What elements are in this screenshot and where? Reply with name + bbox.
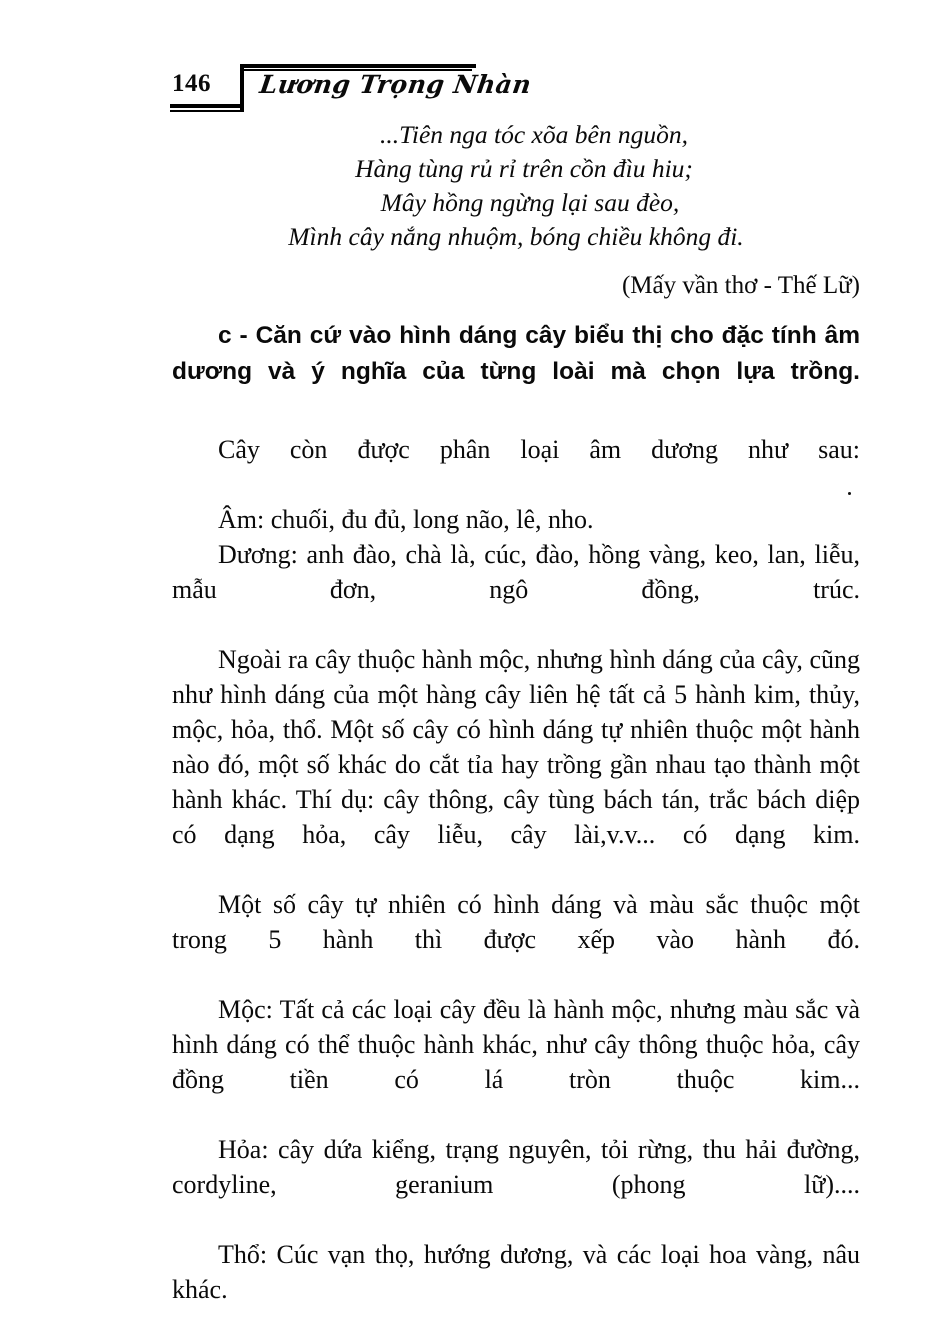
page-content — [172, 118, 860, 1342]
paragraph-3: Mộc: Tất cả các loại cây đều là hành mộc, nhưng màu sắc và hình dáng có thể thuộc hành khác, như cây thông thuộc hỏa, cây đồng tiền có lá tròn thuộc kim... — [172, 995, 860, 1094]
page-number-rule — [170, 104, 244, 108]
paragraph-2: Một số cây tự nhiên có hình dáng và màu sắc thuộc một trong 5 hành thì được xếp vào hành đó. — [172, 890, 860, 954]
running-title: Lương Trọng Nhàn — [257, 70, 534, 99]
header-top-rule — [240, 64, 476, 68]
paragraph-4: Hỏa: cây dứa kiểng, trạng nguyên, tỏi rừng, thu hải đường, cordyline, geranium (phong lữ).... — [172, 1135, 860, 1199]
poem-attribution: (Mấy vần thơ - Thế Lữ) — [621, 272, 860, 299]
paragraph-am: Âm: chuối, đu đủ, long não, lê, nho. — [218, 505, 594, 534]
paragraph-5: Thổ: Cúc vạn thọ, hướng dương, và các loại hoa vàng, nâu khác. — [172, 1240, 860, 1304]
paragraph-intro: Cây còn được phân loại âm dương như sau: — [218, 435, 860, 464]
page-number-rule-secondary — [170, 110, 244, 112]
running-header — [172, 62, 862, 114]
section-heading: c - Căn cứ vào hình dáng cây biểu thị cho đặc tính âm dương và ý nghĩa của từng loài mà chọn lựa trồng. — [172, 322, 860, 385]
poem-line: ...Tiên nga tóc xõa bên nguồn, — [379, 120, 689, 149]
scan-speck — [848, 492, 851, 495]
poem-block — [172, 118, 860, 254]
paragraph-1: Ngoài ra cây thuộc hành mộc, nhưng hình dáng của cây, cũng như hình dáng của một hàng cây liên hệ tất cả 5 hành kim, thủy, mộc, hỏa, thổ. Một số cây có hình dáng tự nhiên thuộc một hành nào đó, một số khác do cắt tỉa hay trồng gần nhau tạo thành một hành khác. Thí dụ: cây thông, cây tùng bách tán, trắc bách diệp có dạng hỏa, cây liễu, cây lài,v.v... có dạng kim. — [172, 645, 860, 849]
paragraph-duong: Dương: anh đào, chà là, cúc, đào, hồng vàng, keo, lan, liễu, mẫu đơn, ngô đồng, trúc. — [172, 540, 860, 604]
poem-line: Hàng tùng rủ rỉ trên cồn đìu hiu; — [355, 154, 693, 183]
poem-line: Mây hồng ngừng lại sau đèo, — [380, 188, 680, 217]
poem-line: Mình cây nắng nhuộm, bóng chiều không đi. — [288, 222, 744, 251]
page-number: 146 — [172, 70, 211, 97]
